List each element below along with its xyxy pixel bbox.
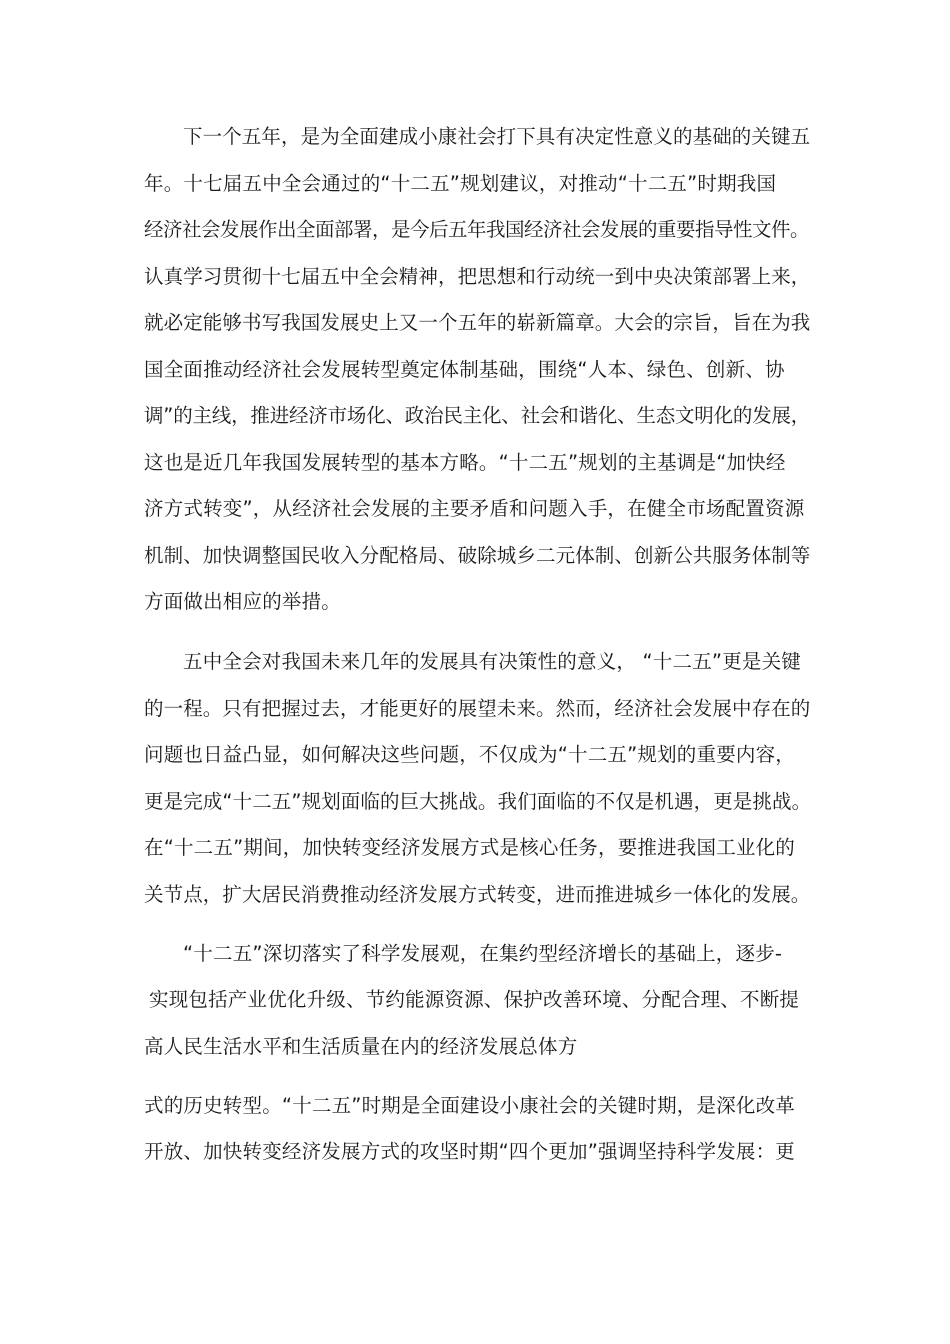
text-line: 实现包括产业优化升级、节约能源资源、保护改善环境、分配合理、不断提 xyxy=(149,988,800,1011)
text-line: 年。十七届五中全会通过的“十二五”规划建议，对推动“十二五”时期我国 xyxy=(144,172,777,195)
text-line: 关节点，扩大居民消费推动经济发展方式转变，进而推进城乡一体化的发展。 xyxy=(144,883,811,906)
text-line: 下一个五年，是为全面建成小康社会打下具有决定性意义的基础的关键五 xyxy=(183,125,811,148)
text-line: 问题也日益凸显，如何解决这些问题，不仅成为“十二五”规划的重要内容， xyxy=(144,743,796,766)
text-line: 机制、加快调整国民收入分配格局、破除城乡二元体制、创新公共服务体制等 xyxy=(144,544,811,567)
text-line: 这也是近几年我国发展转型的基本方略。“十二五”规划的主基调是“加快经 xyxy=(144,451,786,474)
text-line: 调”的主线，推进经济市场化、政治民主化、社会和谐化、生态文明化的发展， xyxy=(144,404,811,427)
text-line: 经济社会发展作出全面部署，是今后五年我国经济社会发展的重要指导性文件。 xyxy=(144,218,810,241)
text-line: 济方式转变”，从经济社会发展的主要矛盾和问题入手，在健全市场配置资源 xyxy=(144,497,805,520)
text-line: 开放、加快转变经济发展方式的攻坚时期“四个更加”强调坚持科学发展：更 xyxy=(144,1140,796,1163)
text-line: 更是完成“十二五”规划面临的巨大挑战。我们面临的不仅是机遇，更是挑战。 xyxy=(144,790,812,813)
text-line: 五中全会对我国未来几年的发展具有决策性的意义， “十二五”更是关键 xyxy=(183,650,802,673)
text-line: 的一程。只有把握过去，才能更好的展望未来。然而，经济社会发展中存在的 xyxy=(144,697,811,720)
text-line: “十二五”深切落实了科学发展观，在集约型经济增长的基础上，逐步- xyxy=(183,942,783,965)
text-line: 高人民生活水平和生活质量在内的经济发展总体方 xyxy=(144,1035,578,1058)
text-line: 方面做出相应的举措。 xyxy=(144,590,342,613)
text-line: 在“十二五”期间，加快转变经济发展方式是核心任务，要推进我国工业化的 xyxy=(144,836,796,859)
text-line: 就必定能够书写我国发展史上又一个五年的崭新篇章。大会的宗旨，旨在为我 xyxy=(144,311,811,334)
text-line: 认真学习贯彻十七届五中全会精神，把思想和行动统一到中央决策部署上来， xyxy=(144,265,811,288)
text-line: 国全面推动经济社会发展转型奠定体制基础，围绕“人本、绿色、创新、协 xyxy=(144,358,785,381)
text-line: 式的历史转型。“十二五”时期是全面建设小康社会的关键时期，是深化改革 xyxy=(144,1094,796,1117)
